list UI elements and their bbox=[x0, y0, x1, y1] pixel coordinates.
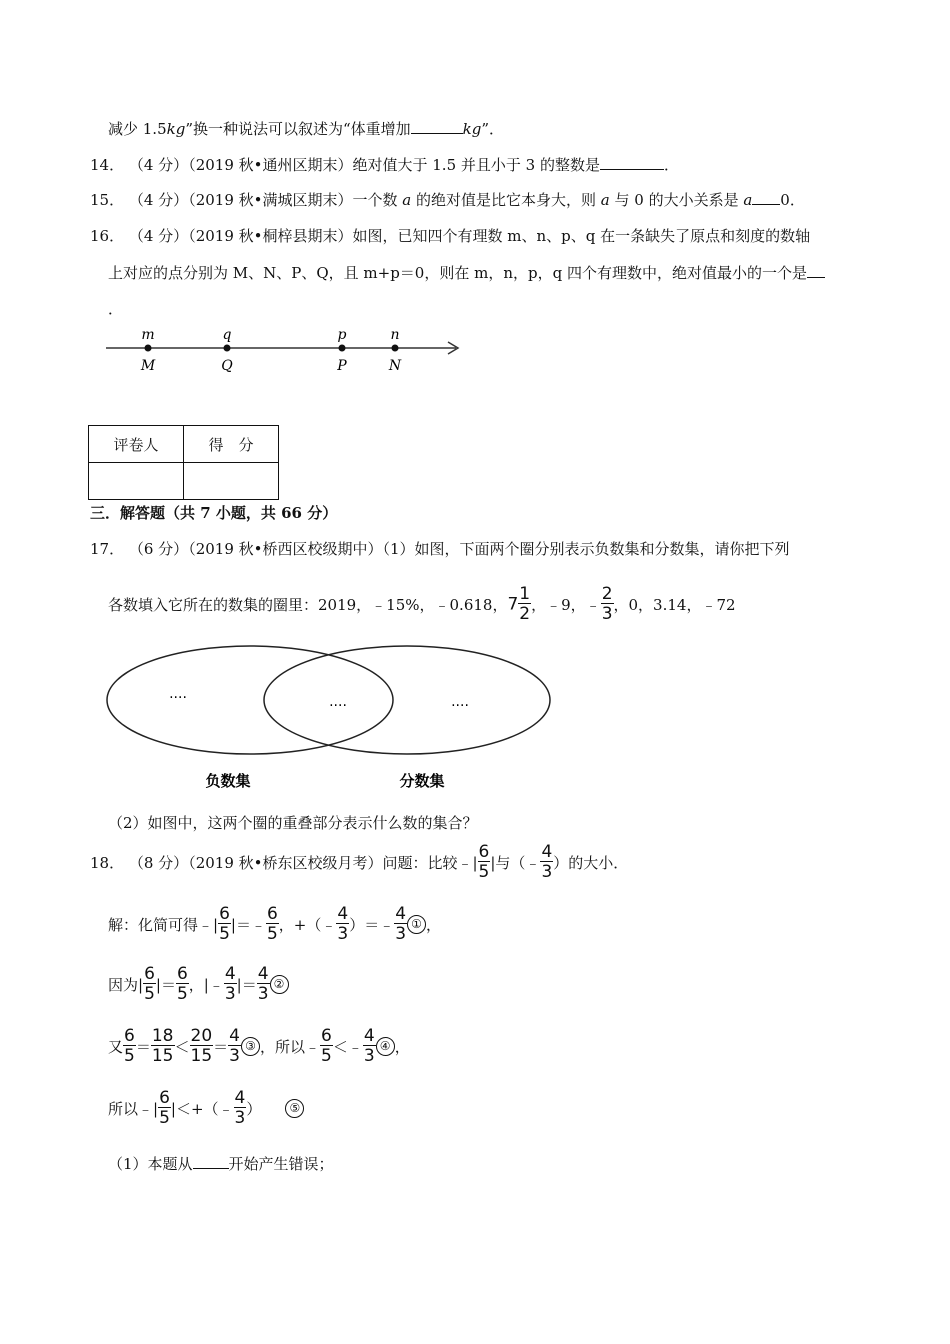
label-p: p bbox=[337, 327, 347, 343]
label-P: P bbox=[337, 358, 347, 374]
point-n bbox=[392, 345, 399, 352]
point-p bbox=[339, 345, 346, 352]
question-15: 15． （4 分）（2019 秋•满城区期末）一个数 a 的绝对值是比它本身大，则 a 与 0 的大小关系是 a 0． bbox=[90, 191, 805, 209]
fraction-set-circle bbox=[264, 646, 550, 754]
answer-blank[interactable] bbox=[752, 189, 780, 205]
label-N: N bbox=[388, 358, 402, 374]
grader-header: 评卷人 bbox=[89, 426, 184, 463]
question-17-part2: （2）如图中，这两个圈的重叠部分表示什么数的集合？ bbox=[108, 814, 478, 832]
negative-set-label: 负数集 bbox=[205, 772, 251, 790]
right-dots: .... bbox=[451, 694, 469, 710]
question-16-line2: 上对应的点分别为 M、N、P、Q，且 m+p＝0，则在 m，n，p，q 四个有理数中，绝对值最小的一个是 bbox=[108, 262, 825, 283]
step-marker-1: ① bbox=[407, 915, 426, 934]
label-M: M bbox=[140, 358, 156, 374]
step-marker-3: ③ bbox=[241, 1037, 260, 1056]
step-marker-5: ⑤ bbox=[285, 1099, 304, 1118]
left-dots: .... bbox=[169, 686, 187, 702]
score-header: 得 分 bbox=[184, 426, 279, 463]
question-14: 14． （4 分）（2019 秋•通州区期末）绝对值大于 1.5 并且小于 3 的整数是 ． bbox=[90, 156, 679, 174]
fraction-two-thirds: $\frac{2}{3}$ bbox=[601, 584, 613, 624]
question-17-line1: 17． （6 分）（2019 秋•桥西区校级期中）（1）如图，下面两个圈分别表示负数集和分数集，请你把下列 bbox=[90, 540, 790, 558]
answer-blank[interactable] bbox=[193, 1153, 229, 1169]
step-marker-4: ④ bbox=[376, 1037, 395, 1056]
mixed-fraction: $\frac{1}{2}$ bbox=[519, 584, 531, 624]
number-line-figure bbox=[100, 322, 470, 378]
q13-continuation: 减少 1.5kg”换一种说法可以叙述为“体重增加 kg”． bbox=[108, 120, 505, 138]
question-18-line1: 18． （8 分）（2019 秋•桥东区校级月考）问题：比较﹣| $\frac{6}{5}$ |与（﹣ $\frac{4}{3}$ ）的大小． bbox=[90, 842, 629, 882]
grader-cell[interactable] bbox=[89, 463, 184, 500]
section-3-heading: 三．解答题（共 7 小题，共 66 分） bbox=[90, 504, 338, 522]
answer-blank[interactable] bbox=[600, 154, 664, 170]
question-18-part1: （1）本题从 开始产生错误； bbox=[108, 1155, 334, 1173]
point-m bbox=[145, 345, 152, 352]
question-17-line2: 各数填入它所在的数集的圈里：2019，﹣15%，﹣0.618，7 $\frac{1}{2}$ ，﹣9，﹣ $\frac{2}{3}$ ，0，3.14，﹣72 bbox=[108, 584, 736, 624]
score-cell[interactable] bbox=[184, 463, 279, 500]
question-16-line3: ． bbox=[108, 300, 124, 318]
grading-table bbox=[88, 425, 279, 500]
answer-blank[interactable] bbox=[411, 118, 463, 134]
solution-step-2: 因为| $\frac{6}{5}$ |＝ $\frac{6}{5}$ ，|﹣ $\frac{4}{3}$ |＝ $\frac{4}{3}$ ② bbox=[108, 966, 289, 1003]
label-q: q bbox=[222, 327, 232, 343]
step-marker-2: ② bbox=[270, 975, 289, 994]
negative-set-circle bbox=[107, 646, 393, 754]
label-m: m bbox=[141, 327, 155, 343]
point-q bbox=[224, 345, 231, 352]
fraction-set-label: 分数集 bbox=[399, 772, 445, 790]
solution-step-4: 所以﹣| $\frac{6}{5}$ |＜+（﹣ $\frac{4}{3}$ ） ⑤ bbox=[108, 1090, 304, 1127]
solution-step-1: 解：化简可得﹣| $\frac{6}{5}$ |＝﹣ $\frac{6}{5}$ ，+（﹣ $\frac{4}{3}$ ）＝﹣ $\frac{4}{3}$ ① ， bbox=[108, 904, 442, 944]
question-16-line1: 16． （4 分）（2019 秋•桐梓县期末）如图，已知四个有理数 m、n、p、q 在一条缺失了原点和刻度的数轴 bbox=[90, 227, 811, 245]
label-n: n bbox=[390, 327, 400, 343]
label-Q: Q bbox=[221, 358, 233, 374]
venn-diagram bbox=[100, 640, 560, 798]
answer-blank[interactable] bbox=[807, 262, 825, 278]
middle-dots: .... bbox=[329, 694, 347, 710]
solution-step-3: 又 $\frac{6}{5}$ ＝ $\frac{18}{15}$ ＜ $\frac{20}{15}$ ＝ $\frac{4}{3}$ ③ ，所以﹣ $\frac{6}{5}$ ＜﹣ $\frac{4}{3}$ ④ ， bbox=[108, 1026, 410, 1066]
